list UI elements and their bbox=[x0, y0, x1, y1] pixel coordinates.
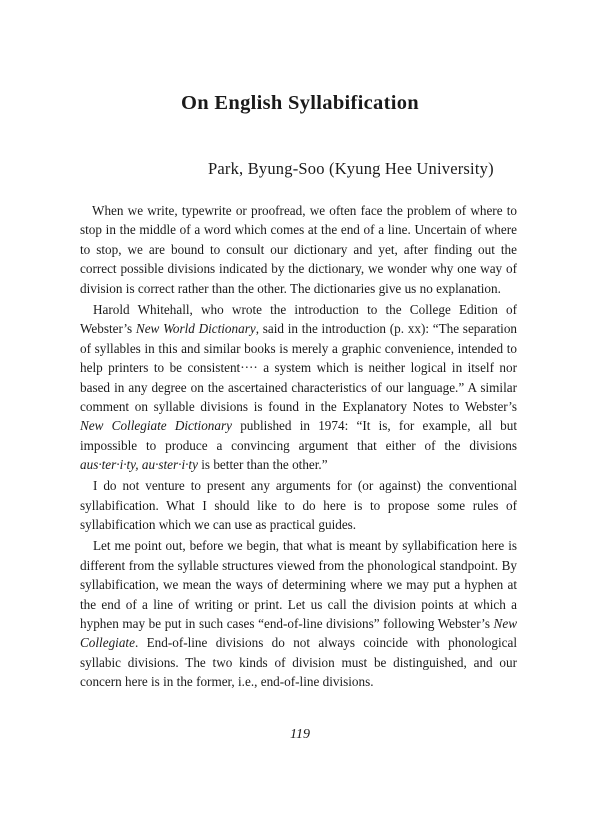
article-body bbox=[80, 201, 517, 692]
paragraph-1: When we write, typewrite or proofread, we often face the problem of where to stop in the middle of a word which comes at the end of a line. Uncertain of where to stop, we are bound to consult our dictionary and yet, after finding out the correct possible divisions indicated by the dictionary, we wonder why one way of division is correct rather than the other. The dictionaries give us no explanation. bbox=[80, 203, 517, 296]
example-divisions: aus·ter·i·ty, au·ster·i·ty bbox=[80, 457, 198, 473]
page-number: 119 bbox=[290, 727, 310, 742]
book-title-new-world-dictionary: New World Dictionary bbox=[135, 321, 256, 337]
paragraph-3: I do not venture to present any arguments for (or against) the conventional syllabification. What I should like to do here is to propose some rules of syllabification which we can use as practical guides. bbox=[80, 478, 517, 533]
paragraph-2-text-e: published in 1974: “It is, for example, all but impossible to produce a convincing argument that either of the divisions bbox=[80, 418, 517, 453]
book-title-new-collegiate: New Collegiate bbox=[80, 616, 517, 651]
paragraph-4-text-c: . End-of-line divisions do not always coincide with phonological syllabic divisions. The two kinds of division must be distinguished, and our concern here is in the former, i.e., end-of-line divisions. bbox=[80, 635, 517, 690]
paragraph-2-text-c: , said in the introduction (p. xx): “The separation of syllables in this and similar books is merely a graphic convenience, intended to help printers to be consistent···· a system which is neither logical in itself nor based in any degree on the ascertained characteristics of our language.” A similar comment on syllable divisions is found in the Explanatory Notes to Webster’s bbox=[80, 321, 518, 415]
paragraph-2-text-g: is better than the other.” bbox=[197, 457, 328, 473]
article-title: On English Syllabification bbox=[181, 92, 419, 114]
paragraph-2-text-a: Harold Whitehall, who wrote the introduction to the College Edition of Webster’s bbox=[80, 301, 517, 337]
paragraph-4-text-a: Let me point out, before we begin, that what is meant by syllabification here is different from the syllable structures viewed from the phonological standpoint. By syllabification, we mean the ways of determining where we may put a hyphen at the end of a line of writing or print. Let us call the division points at which a hyphen may be put in such cases “end-of-line divisions” following Webster’s bbox=[80, 538, 517, 632]
book-title-new-collegiate-dictionary: New Collegiate Dictionary bbox=[80, 418, 232, 434]
author-line: Park, Byung-Soo (Kyung Hee University) bbox=[208, 159, 494, 178]
paragraph-4 bbox=[80, 536, 517, 692]
paragraph-2 bbox=[80, 300, 517, 475]
